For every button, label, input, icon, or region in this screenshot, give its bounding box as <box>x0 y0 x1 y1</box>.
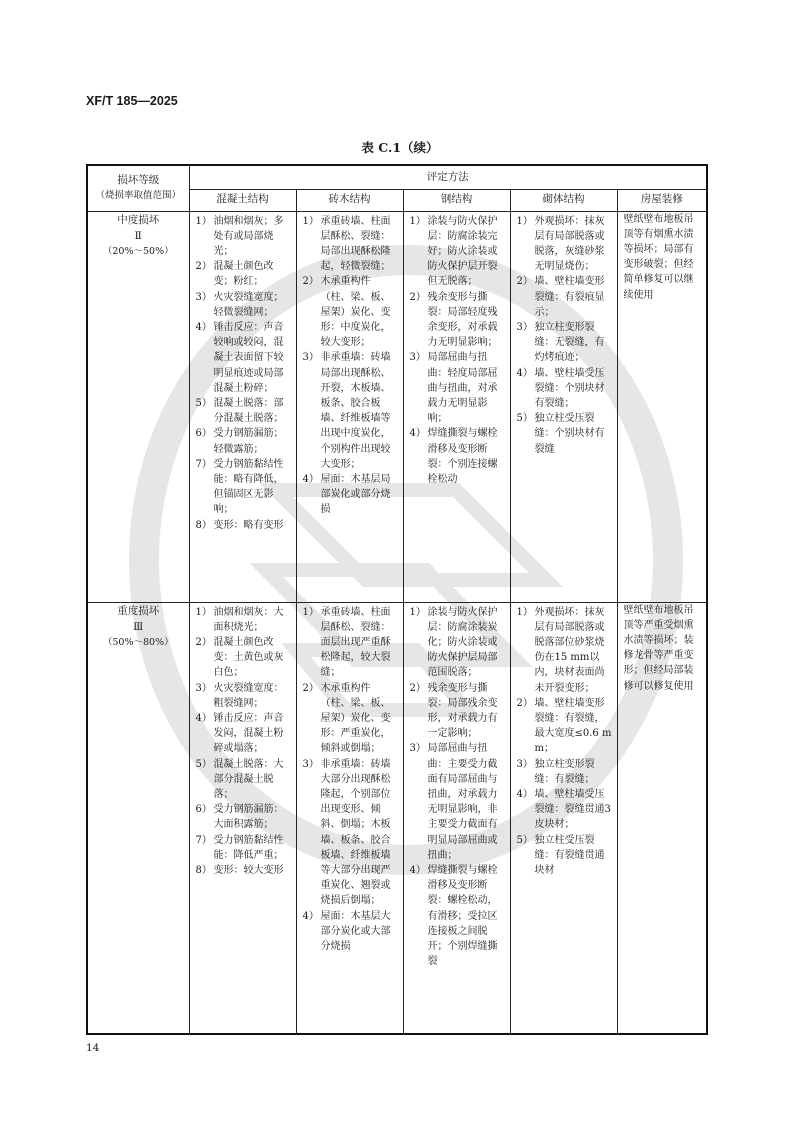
criteria-item-text: 外观损坏：抹灰层有局部脱落或脱落部位砂浆烧伤在15 mm以内，块材表面尚未开裂变形； <box>534 606 605 694</box>
criteria-item-number: 4） <box>409 864 426 876</box>
level-header-line1: 损坏等级 <box>117 174 160 187</box>
criteria-item-number: 4） <box>302 473 319 485</box>
criteria-item <box>406 605 506 681</box>
criteria-item-text: 锤击反应：声音较响或较闷，混凝土表面留下较明显痕迹或局部混凝土粉碎； <box>213 321 284 394</box>
criteria-item-text: 非承重墙：砖墙局部出现酥松、开裂，木板墙、板条、胶合板墙、纤维板墙等出现中度炭化，个别构件出现较大变形； <box>320 352 391 470</box>
criteria-item-text: 外观损坏：抹灰层有局部脱落或脱落，灰缝砂浆无明显烧伤； <box>534 215 605 273</box>
masonry-criteria-cell <box>510 211 617 602</box>
criteria-item <box>192 863 292 878</box>
criteria-item-number: 2） <box>302 276 319 288</box>
header-decoration: 房屋装修 <box>617 189 707 211</box>
steel-criteria-list <box>404 212 510 490</box>
criteria-item-number: 1） <box>516 215 533 227</box>
criteria-item-number: 4） <box>302 910 319 922</box>
criteria-item-number: 8） <box>195 519 212 531</box>
criteria-item-number: 3） <box>302 352 319 364</box>
table-row <box>87 602 707 1034</box>
criteria-item-number: 3） <box>302 758 319 770</box>
criteria-item-text: 承重砖墙、柱面层酥松、裂缝：面层出现严重酥松隆起，较大裂缝； <box>320 606 391 679</box>
criteria-item-number: 2） <box>195 261 212 273</box>
criteria-item <box>513 757 613 787</box>
criteria-item-text: 木承重构件（柱、梁、板、屋架）炭化、变形：严重炭化，倾斜或倒塌； <box>320 682 391 755</box>
criteria-item-text: 木承重构件（柱、梁、板、屋架）炭化、变形：中度炭化，较大变形； <box>320 276 391 349</box>
criteria-item-number: 4） <box>516 367 533 379</box>
damage-level-grade: Ⅲ <box>133 620 144 633</box>
criteria-item-text: 墙、壁柱墙受压裂缝：个别块材有裂缝； <box>534 367 605 409</box>
table-caption: 表 C.1（续） <box>361 140 439 155</box>
criteria-item-number: 1） <box>302 606 319 618</box>
criteria-item-text: 油烟和烟灰；多处有或局部烧光； <box>213 215 284 257</box>
criteria-item <box>406 350 506 426</box>
criteria-item-text: 涂装与防火保护层：防腐涂装完好；防火涂装或防火保护层开裂但无脱落； <box>427 215 498 288</box>
criteria-item <box>299 909 399 955</box>
criteria-item-text: 火灾裂缝宽度；轻微裂缝网； <box>213 291 284 318</box>
criteria-item-number: 4） <box>195 321 212 333</box>
criteria-item <box>299 681 399 757</box>
criteria-item <box>192 757 292 803</box>
damage-level-cell <box>87 602 189 1034</box>
criteria-item <box>192 290 292 320</box>
criteria-item <box>192 681 292 711</box>
steel-criteria-list <box>404 603 510 972</box>
criteria-item <box>192 259 292 289</box>
criteria-item-text: 承重砖墙、柱面层酥松、裂缝：局部出现酥松隆起，轻微裂缝； <box>320 215 391 273</box>
concrete-criteria-list <box>190 603 296 881</box>
criteria-item <box>192 320 292 396</box>
level-header-line2: （烧损率取值范围） <box>95 190 181 202</box>
criteria-item-number: 1） <box>516 606 533 618</box>
criteria-item-number: 1） <box>302 215 319 227</box>
brickwood-criteria-list <box>297 603 403 957</box>
criteria-item <box>406 741 506 863</box>
criteria-item-number: 5） <box>516 413 533 425</box>
criteria-item-number: 1） <box>195 215 212 227</box>
criteria-item-text: 混凝土颜色改变：土黄色或灰白色； <box>213 636 284 679</box>
criteria-item <box>192 802 292 832</box>
concrete-criteria-cell <box>189 211 296 602</box>
damage-level-name: 中度损坏 <box>117 213 160 226</box>
header-concrete: 混凝土结构 <box>189 189 296 211</box>
criteria-item-text: 混凝土脱落：部分混凝土脱落； <box>213 397 284 425</box>
criteria-item <box>406 863 506 969</box>
damage-level-grade: Ⅱ <box>134 229 142 242</box>
criteria-item <box>192 833 292 863</box>
criteria-item-text: 墙、壁柱墙受压裂缝：裂缝贯通3皮块材； <box>534 788 611 831</box>
criteria-item-number: 2） <box>409 682 426 694</box>
brickwood-criteria-cell <box>296 602 403 1034</box>
criteria-item-text: 混凝土颜色改变；粉红； <box>213 261 274 288</box>
criteria-item <box>406 681 506 742</box>
criteria-item-text: 墙、壁柱墙变形裂缝：有裂缝，最大宽度≤0.6 mm； <box>534 697 612 755</box>
criteria-item-text: 变形：较大变形 <box>213 864 284 876</box>
criteria-item <box>299 214 399 275</box>
standard-code: XF/T 185—2025 <box>86 94 178 108</box>
criteria-item-number: 3） <box>409 352 426 364</box>
brickwood-criteria-list <box>297 212 403 520</box>
criteria-item-text: 残余变形与撕裂：局部轻度残余变形，对承载力无明显影响； <box>427 291 498 349</box>
criteria-item-number: 2） <box>516 697 533 709</box>
criteria-item <box>192 635 292 681</box>
criteria-item-number: 1） <box>409 215 426 227</box>
criteria-item <box>513 605 613 696</box>
criteria-item <box>192 214 292 260</box>
criteria-item <box>192 396 292 426</box>
masonry-criteria-list <box>511 603 617 881</box>
decoration-criteria-text: 壁纸壁布地板吊顶等严重受烟熏水渍等损坏；装修龙骨等严重变形；但经局部装修可以修复使用 <box>623 604 694 692</box>
criteria-item <box>299 605 399 681</box>
criteria-item-number: 3） <box>195 291 212 303</box>
criteria-item-number: 5） <box>195 758 212 770</box>
criteria-item-number: 3） <box>409 743 426 755</box>
criteria-item-text: 变形：略有变形 <box>213 519 284 531</box>
criteria-item <box>192 711 292 757</box>
criteria-item-text: 独立柱变形裂缝：有裂缝； <box>534 758 595 785</box>
criteria-item-number: 5） <box>195 397 212 409</box>
criteria-item <box>192 426 292 456</box>
steel-criteria-cell <box>403 602 510 1034</box>
criteria-item-number: 6） <box>195 804 212 816</box>
concrete-criteria-list <box>190 212 296 535</box>
criteria-item-number: 1） <box>409 606 426 618</box>
criteria-item-text: 焊缝撕裂与螺栓滑移及变形断裂：螺栓松动，有滑移；受拉区连接板之间脱开；个别焊缝撕裂 <box>427 864 498 968</box>
criteria-item-text: 受力钢筋漏筋：大面积露筋； <box>213 804 284 831</box>
criteria-item-text: 涂装与防火保护层：防腐涂装炭化；防火涂装或防火保护层局部范围脱落； <box>427 606 498 679</box>
criteria-item-number: 2） <box>409 291 426 303</box>
damage-level-range: （20%～50%） <box>102 245 174 257</box>
criteria-item-text: 非承重墙：砖墙大部分出现酥松隆起，个别部位出现变形、倾斜、倒塌；木板墙、板条、胶合板墙、纤维板墙等大部分出现严重炭化、翘裂或烧损后倒塌； <box>320 758 391 907</box>
criteria-item <box>513 411 613 457</box>
decoration-criteria-cell <box>617 211 707 602</box>
criteria-item <box>299 274 399 350</box>
criteria-item-number: 5） <box>516 834 533 846</box>
page-number: 14 <box>86 1042 100 1054</box>
damage-level-range: （50%～80%） <box>102 636 174 648</box>
masonry-criteria-list <box>511 212 617 459</box>
table-row <box>87 211 707 602</box>
criteria-item <box>513 320 613 366</box>
criteria-item-text: 受力钢筋黏结性能：降低严重； <box>213 834 284 861</box>
criteria-item-number: 7） <box>195 458 212 470</box>
criteria-item <box>406 426 506 487</box>
assessment-table <box>86 164 708 1035</box>
criteria-item-text: 混凝土脱落：大部分混凝土脱落； <box>213 758 284 800</box>
criteria-item-number: 2） <box>516 276 533 288</box>
header-steel: 钢结构 <box>403 189 510 211</box>
criteria-item-number: 2） <box>195 636 212 648</box>
criteria-item-text: 局部屈曲与扭曲：主要受力截面有局部屈曲与扭曲，对承载力无明显影响，非主要受力截面有明显局部屈曲或扭曲； <box>427 743 498 861</box>
criteria-item <box>299 472 399 518</box>
criteria-item-text: 屋面：木基层大部分炭化或大部分烧损 <box>320 910 391 952</box>
criteria-item <box>406 290 506 351</box>
header-brickwood: 砖木结构 <box>296 189 403 211</box>
decoration-criteria-cell <box>617 602 707 1034</box>
brickwood-criteria-cell <box>296 211 403 602</box>
steel-criteria-cell <box>403 211 510 602</box>
header-masonry: 砌体结构 <box>510 189 617 211</box>
criteria-item-number: 3） <box>195 682 212 694</box>
method-group-header: 评定方法 <box>189 165 707 189</box>
criteria-item-text: 受力钢筋漏筋；轻微露筋； <box>213 428 284 455</box>
criteria-item-number: 4） <box>516 788 533 800</box>
criteria-item-number: 3） <box>516 321 533 333</box>
damage-level-cell <box>87 211 189 602</box>
criteria-item-text: 独立柱受压裂缝：有裂缝贯通块材 <box>534 834 605 876</box>
masonry-criteria-cell <box>510 602 617 1034</box>
criteria-item-number: 2） <box>302 682 319 694</box>
criteria-item <box>513 366 613 412</box>
criteria-item-number: 7） <box>195 834 212 846</box>
criteria-item-text: 局部屈曲与扭曲：轻度局部屈曲与扭曲，对承载力无明显影响； <box>427 352 498 425</box>
criteria-item <box>513 274 613 320</box>
criteria-item-text: 锤击反应：声音发闷，混凝土粉碎或塌落； <box>213 712 284 755</box>
criteria-item-text: 屋面：木基层局部炭化或部分烧损 <box>320 473 391 516</box>
criteria-item <box>513 214 613 275</box>
criteria-item-text: 火灾裂缝宽度：粗裂缝网； <box>213 682 284 709</box>
criteria-item <box>299 757 399 909</box>
criteria-item <box>299 350 399 472</box>
criteria-item <box>192 518 292 533</box>
criteria-item-text: 焊缝撕裂与螺栓滑移及变形断裂：个别连接螺栓松动 <box>427 428 498 485</box>
criteria-item-number: 4） <box>195 712 212 724</box>
criteria-item <box>513 696 613 757</box>
criteria-item <box>192 457 292 518</box>
concrete-criteria-cell <box>189 602 296 1034</box>
criteria-item-number: 4） <box>409 428 426 440</box>
criteria-item <box>192 605 292 635</box>
criteria-item-text: 独立柱变形裂缝：无裂缝，有灼烤痕迹； <box>534 321 605 364</box>
criteria-item-text: 油烟和烟灰：大面积烧光； <box>213 606 284 633</box>
criteria-item-text: 受力钢筋黏结性能：略有降低，但锚固区无影响； <box>213 458 284 516</box>
criteria-item-number: 3） <box>516 758 533 770</box>
criteria-item <box>513 833 613 879</box>
criteria-item <box>513 787 613 833</box>
damage-level-name: 重度损坏 <box>117 604 160 617</box>
criteria-item-text: 残余变形与撕裂：局部残余变形，对承载力有一定影响； <box>427 682 498 740</box>
criteria-item-number: 8） <box>195 864 212 876</box>
criteria-item-number: 6） <box>195 428 212 440</box>
level-column-header <box>87 165 189 211</box>
criteria-item-text: 独立柱受压裂缝：个别块材有裂缝 <box>534 413 605 455</box>
criteria-item <box>406 214 506 290</box>
decoration-criteria-text: 壁纸壁布地板吊顶等有烟熏水渍等损坏；局部有变形破裂；但经简单修复可以继续使用 <box>623 213 694 301</box>
criteria-item-number: 1） <box>195 606 212 618</box>
criteria-item-text: 墙、壁柱墙变形裂缝：有裂痕显示； <box>534 276 605 318</box>
